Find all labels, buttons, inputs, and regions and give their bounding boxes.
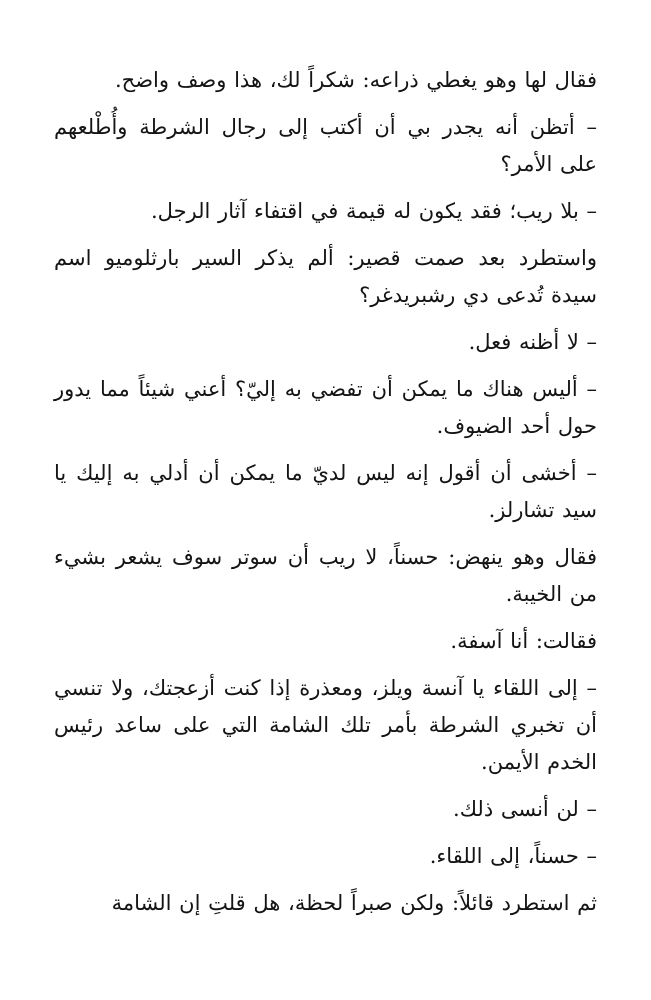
paragraph-10: – إلى اللقاء يا آنسة ويلز، ومعذرة إذا كنت أزعجتك، ولا تنسي أن تخبري الشرطة بأمر تلك الشامة التي على ساعد رئيس الخدم الأيمن. (54, 676, 597, 774)
paragraph-13: ثم استطرد قائلاً: ولكن صبراً لحظة، هل قلتِ إن الشامة (111, 891, 597, 915)
paragraph-7: – أخشى أن أقول إنه ليس لديّ ما يمكن أن أدلي به إليك يا سيد تشارلز. (54, 461, 598, 522)
paragraph-8: فقال وهو ينهض: حسناً، لا ريب أن سوتر سوف يشعر بشيء من الخيبة. (54, 545, 597, 606)
paragraph-11: – لن أنسى ذلك. (453, 797, 597, 821)
paragraph-3: – بلا ريب؛ فقد يكون له قيمة في اقتفاء آثار الرجل. (151, 199, 597, 223)
paragraph-2: – أتظن أنه يجدر بي أن أكتب إلى رجال الشرطة وأُطْلعهم على الأمر؟ (54, 115, 597, 176)
paragraph-6: – أليس هناك ما يمكن أن تفضي به إليّ؟ أعني شيئاً مما يدور حول أحد الضيوف. (54, 377, 597, 438)
paragraph-12: – حسناً، إلى اللقاء. (429, 844, 597, 868)
paragraph-4: واستطرد بعد صمت قصير: ألم يذكر السير بارثلوميو اسم سيدة تُدعى دي رشبريدغر؟ (54, 246, 597, 307)
paragraph-5: – لا أظنه فعل. (468, 330, 597, 354)
paragraph-1: فقال لها وهو يغطي ذراعه: شكراً لك، هذا وصف واضح. (114, 68, 597, 92)
paragraph-9: فقالت: أنا آسفة. (450, 629, 597, 653)
